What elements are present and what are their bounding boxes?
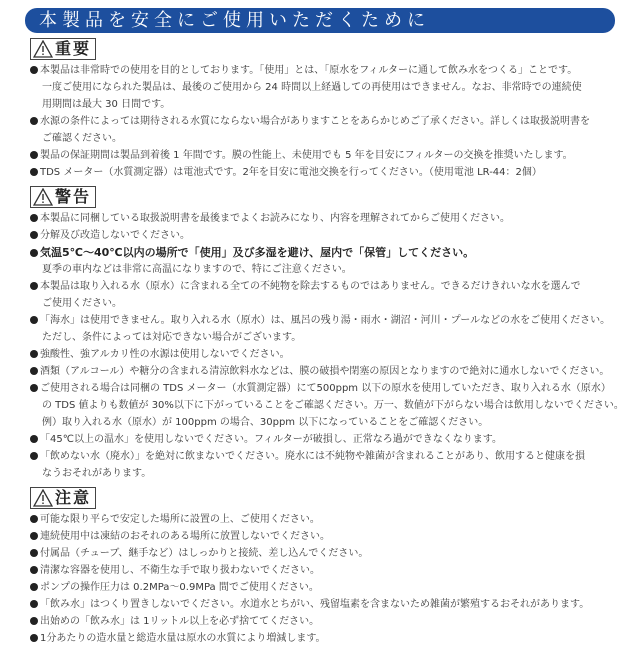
list-item-text: 清潔な容器を使用し、不衛生な手で取り扱わないでください。 <box>40 565 320 576</box>
bullet-icon <box>30 532 38 540</box>
list-item <box>30 596 630 613</box>
list-item <box>30 346 630 363</box>
bullet-icon <box>30 367 38 375</box>
list-item-text: 酒類（アルコール）や糖分の含まれる清涼飲料水などは、膜の破損や閉塞の原因となりますので絶対に通水しないでください。 <box>40 366 610 377</box>
list-item-text: 用期間は最大 30 日間です。 <box>42 99 171 110</box>
list-item <box>30 62 630 113</box>
list-item <box>30 113 630 147</box>
list-item-continuation <box>30 465 630 482</box>
list-item <box>30 448 630 482</box>
list-item-continuation <box>30 397 630 414</box>
list-item-line <box>30 164 630 181</box>
list-item <box>30 147 630 164</box>
list-item-text: 本製品は取り入れる水（原水）に含まれる全ての不純物を除去するものではありません。できるだけきれいな水を選んで <box>40 281 581 292</box>
list-item <box>30 363 630 380</box>
list-item <box>30 210 630 227</box>
list-item-text: 一度ご使用になられた製品は、最後のご使用から 24 時間以上経過しての再使用はできません。なお、非常時での連続使 <box>42 82 582 93</box>
bullet-icon <box>30 350 38 358</box>
document <box>0 8 640 647</box>
list-item <box>30 164 630 181</box>
list-item-continuation <box>30 96 630 113</box>
warning-triangle-icon <box>33 40 53 58</box>
bullet-icon <box>30 452 38 460</box>
section-heading-important <box>30 38 96 60</box>
list-item <box>30 562 630 579</box>
warning-triangle-icon <box>33 489 53 507</box>
list-item <box>30 312 630 346</box>
bullet-icon <box>30 231 38 239</box>
list-item-text: 「海水」は使用できません。取り入れる水（原水）は、風呂の残り湯・雨水・湖沼・河川・プールなどの水をご使用ください。 <box>40 315 611 326</box>
section-heading-label: 警告 <box>55 187 92 206</box>
page-title: 本製品を安全にご使用いただくために <box>25 8 615 33</box>
list-item-text: 可能な限り平らで安定した場所に設置の上、ご使用ください。 <box>40 514 320 525</box>
section-heading-label: 重要 <box>55 39 92 58</box>
bullet-icon <box>30 435 38 443</box>
list-item-text: ポンプの操作圧力は 0.2MPa〜0.9MPa 間でご使用ください。 <box>40 582 319 593</box>
list-item-text: 「飲めない水（廃水）」を絶対に飲まないでください。廃水には不純物や雑菌が含まれることがあり、飲用すると健康を損 <box>40 451 585 462</box>
list-item-line <box>30 346 630 363</box>
list-item-line <box>30 545 630 562</box>
list-item-text: 例）取り入れる水（原水）が 100ppm の場合、30ppm 以下になっていることをご確認ください。 <box>42 417 489 428</box>
list-item-line <box>30 278 630 295</box>
list-item-text: ご使用ください。 <box>42 298 122 309</box>
list-item-line <box>30 528 630 545</box>
list-item-text: TDS メーター（水質測定器）は電池式です。2年を目安に電池交換を行ってください。（使用電池 LR-44：2個） <box>40 167 542 178</box>
list-item-continuation <box>30 329 630 346</box>
list-item-text: 水源の条件によっては期待される水質にならない場合がありますことをあらかじめご了承ください。詳しくは取扱説明書を <box>40 116 590 127</box>
list-item-line <box>30 579 630 596</box>
list-item <box>30 431 630 448</box>
list-item-line <box>30 431 630 448</box>
bullet-icon <box>30 66 38 74</box>
section-list-warning <box>30 210 630 482</box>
bullet-icon <box>30 549 38 557</box>
bullet-icon <box>30 282 38 290</box>
list-item-line <box>30 227 630 244</box>
list-item-continuation <box>30 130 630 147</box>
bullet-icon <box>30 583 38 591</box>
list-item-line <box>30 630 630 647</box>
list-item-text: 本製品に同梱している取扱説明書を最後までよくお読みになり、内容を理解されてからご使用ください。 <box>40 213 510 224</box>
bullet-icon <box>30 151 38 159</box>
list-item <box>30 278 630 312</box>
bullet-icon <box>30 168 38 176</box>
list-item-line <box>30 613 630 630</box>
section-heading-warning <box>30 186 96 208</box>
list-item <box>30 380 630 431</box>
list-item-text: 「45℃以上の温水」を使用しないでください。フィルターが破損し、正常なろ過ができなくなります。 <box>40 434 502 445</box>
bullet-icon <box>30 515 38 523</box>
list-item-text: 1分あたりの造水量と総造水量は原水の水質により増減します。 <box>40 633 326 644</box>
list-item-text: 「飲み水」はつくり置きしないでください。水道水とちがい、残留塩素を含まないため雑菌が繁殖するおそれがあります。 <box>40 599 590 610</box>
bullet-icon <box>30 617 38 625</box>
list-item-text: 本製品は非常時での使用を目的としております。「使用」とは、「原水をフィルターに通して飲み水をつくる」ことです。 <box>40 65 578 76</box>
list-item-text: 強酸性、強アルカリ性の水源は使用しないでください。 <box>40 349 290 360</box>
list-item-text: 付属品（チューブ、継手など）はしっかりと接続、差し込んでください。 <box>40 548 369 559</box>
section-heading-label: 注意 <box>55 488 92 507</box>
bullet-icon <box>30 214 38 222</box>
list-item-text: なうおそれがあります。 <box>42 468 152 479</box>
bullet-icon <box>30 249 38 257</box>
list-item-text: ただし、条件によっては対応できない場合がございます。 <box>42 332 302 343</box>
bullet-icon <box>30 600 38 608</box>
list-item <box>30 545 630 562</box>
list-item-text: 気温5℃〜40℃以内の場所で「使用」及び多湿を避け、屋内で「保管」してください。 <box>40 246 475 259</box>
list-item-line <box>30 596 630 613</box>
list-item-text: の TDS 値よりも数値が 30%以下に下がっていることをご確認ください。万一、数値が下がらない場合は飲用しないでください。 <box>42 400 624 411</box>
list-item <box>30 630 630 647</box>
list-item-text: ご確認ください。 <box>42 133 122 144</box>
list-item-line <box>30 147 630 164</box>
list-item-line <box>30 244 630 261</box>
list-item-line <box>30 562 630 579</box>
list-item-text: 分解及び改造しないでください。 <box>40 230 190 241</box>
list-item-text: 夏季の車内などは非常に高温になりますので、特にご注意ください。 <box>42 264 352 275</box>
list-item-text: 連続使用中は凍結のおそれのある場所に放置しないでください。 <box>40 531 330 542</box>
list-item-text: 製品の保証期間は製品到着後 1 年間です。膜の性能上、未使用でも 5 年を目安にフィルターの交換を推奨いたします。 <box>40 150 573 161</box>
section-list-important <box>30 62 630 181</box>
list-item <box>30 511 630 528</box>
list-item-line <box>30 511 630 528</box>
list-item-continuation <box>30 261 630 278</box>
list-item <box>30 579 630 596</box>
list-item <box>30 244 630 278</box>
list-item-line <box>30 380 630 397</box>
bullet-icon <box>30 634 38 642</box>
list-item <box>30 613 630 630</box>
section-heading-caution <box>30 487 96 509</box>
list-item-line <box>30 113 630 130</box>
list-item-line <box>30 312 630 329</box>
section-list-caution <box>30 511 630 647</box>
list-item-line <box>30 210 630 227</box>
warning-triangle-icon <box>33 188 53 206</box>
list-item-continuation <box>30 79 630 96</box>
bullet-icon <box>30 117 38 125</box>
list-item-line <box>30 448 630 465</box>
bullet-icon <box>30 316 38 324</box>
bullet-icon <box>30 384 38 392</box>
bullet-icon <box>30 566 38 574</box>
list-item-text: 出始めの「飲み水」は 1リットル以上を必ず捨ててください。 <box>40 616 320 627</box>
list-item-text: ご使用される場合は同梱の TDS メーター（水質測定器）にて500ppm 以下の原水を使用していただき、取り入れる水（原水） <box>40 383 611 394</box>
list-item-line <box>30 363 630 380</box>
list-item <box>30 227 630 244</box>
list-item-continuation <box>30 414 630 431</box>
list-item-continuation <box>30 295 630 312</box>
list-item <box>30 528 630 545</box>
list-item-line <box>30 62 630 79</box>
